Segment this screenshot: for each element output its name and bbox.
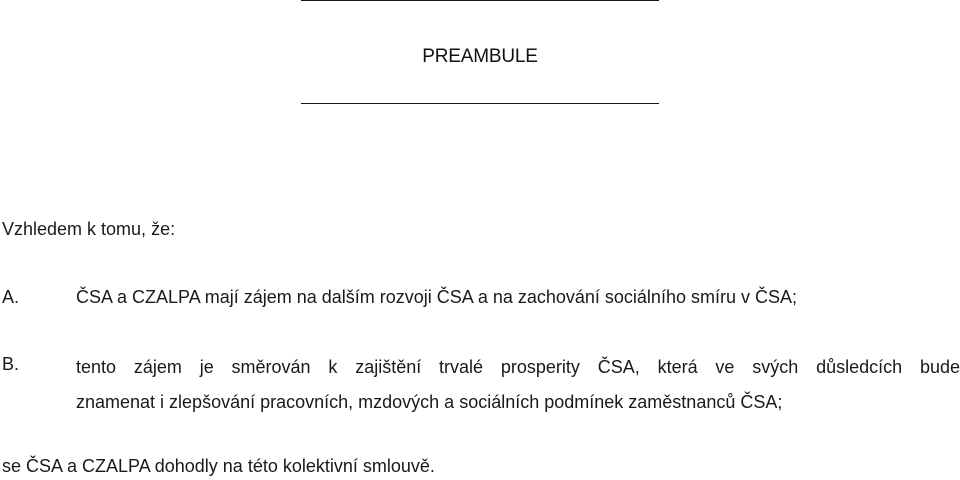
item-marker: A. <box>2 287 20 307</box>
item-marker: B. <box>2 354 20 374</box>
section-title: PREAMBULE <box>422 46 538 67</box>
item-text <box>76 354 960 415</box>
item-text-line-1: tento zájem je směrován k zajištění trvalé prosperity ČSA, která ve svých důsledcích bude <box>76 357 960 377</box>
title-underline-rule <box>301 103 659 104</box>
intro-paragraph: Vzhledem k tomu, že: <box>2 219 176 239</box>
item-text: ČSA a CZALPA mají zájem na dalším rozvoji ČSA a na zachování sociálního smíru v ČSA; <box>76 287 797 307</box>
item-text-line-2: znamenat i zlepšování pracovních, mzdových a sociálních podmínek zaměstnanců ČSA; <box>76 392 783 412</box>
closing-paragraph: se ČSA a CZALPA dohodly na této kolektivní smlouvě. <box>2 456 435 476</box>
top-rule <box>301 0 659 1</box>
